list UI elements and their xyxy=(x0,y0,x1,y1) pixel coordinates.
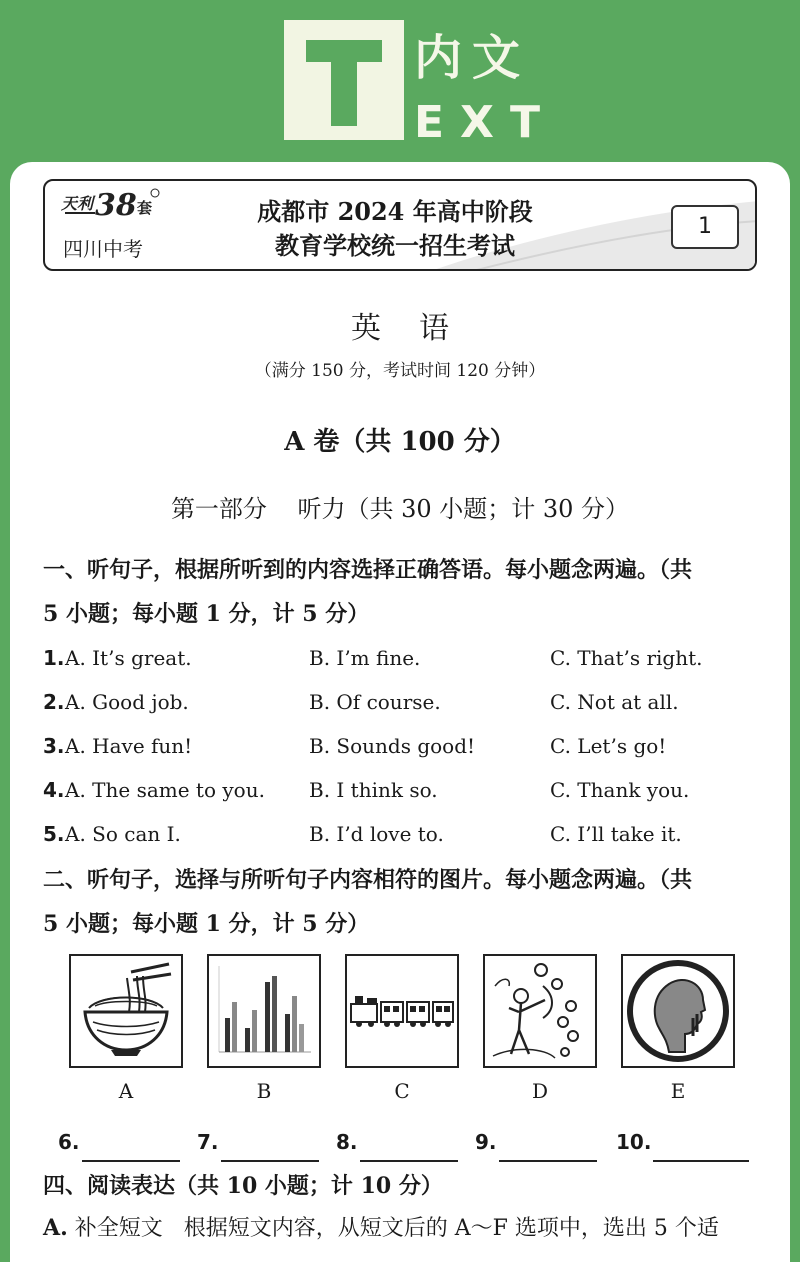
answer-blank[interactable] xyxy=(58,1122,180,1162)
silence-icon xyxy=(621,954,735,1068)
subject-title: 英语 xyxy=(351,311,487,346)
svg-text:套: 套 xyxy=(137,199,153,217)
option-c: C. I’ll take it. xyxy=(550,822,682,846)
blank-line[interactable] xyxy=(499,1134,597,1162)
svg-text:38: 38 xyxy=(95,188,137,223)
option-a: A. The same to you. xyxy=(65,778,265,802)
train-icon xyxy=(345,954,459,1068)
picture-label: D xyxy=(531,1079,549,1103)
option-b: B. I’d love to. xyxy=(309,822,444,846)
blank-number: 7. xyxy=(197,1130,219,1154)
t-letter-icon xyxy=(284,20,404,140)
blank-number: 10. xyxy=(616,1130,652,1154)
blank-line[interactable] xyxy=(82,1134,180,1162)
exam-title xyxy=(225,195,565,263)
banner-title-en: EXT xyxy=(414,97,556,148)
picture-label: E xyxy=(670,1079,686,1103)
option-b: B. Of course. xyxy=(309,690,441,714)
question-row xyxy=(43,768,763,812)
picture-label: C xyxy=(394,1079,410,1103)
blank-line[interactable] xyxy=(360,1134,458,1162)
section-a-intro xyxy=(43,1206,783,1251)
option-c: C. Let’s go! xyxy=(550,734,667,758)
question-number: 3. xyxy=(43,734,65,758)
section-a-label: A. xyxy=(43,1215,68,1241)
svg-text:天利: 天利 xyxy=(61,194,94,213)
part-name: 第一部分 xyxy=(170,495,267,523)
banner-title-cn: 内文 xyxy=(414,30,531,86)
question-row xyxy=(43,636,763,680)
question-row xyxy=(43,680,763,724)
exam-title-line2: 教育学校统一招生考试 xyxy=(275,231,515,260)
option-a: A. So can I. xyxy=(65,822,181,846)
score-note: （满分 150 分，考试时间 120 分钟） xyxy=(254,361,546,381)
brand-logo-icon xyxy=(61,187,161,223)
answer-blank[interactable] xyxy=(616,1122,749,1162)
option-a: A. Have fun! xyxy=(65,734,193,758)
t-letter-badge xyxy=(284,20,404,140)
answer-blank[interactable] xyxy=(197,1122,319,1162)
header-banner xyxy=(0,0,800,165)
blank-number: 8. xyxy=(336,1130,358,1154)
option-c: C. That’s right. xyxy=(550,646,703,670)
section-a-text: 根据短文内容，从短文后的 A～F 选项中，选出 5 个适 xyxy=(183,1216,719,1241)
section2-line2: 5 小题；每小题 1 分，计 5 分） xyxy=(43,911,370,937)
blank-line[interactable] xyxy=(221,1134,319,1162)
exam-paper xyxy=(10,162,790,1262)
question-number: 1. xyxy=(43,646,65,670)
section2-heading xyxy=(43,858,763,946)
section4-heading: 四、阅读表达（共 10 小题；计 10 分） xyxy=(43,1173,443,1199)
question-row xyxy=(43,724,763,768)
option-c: C. Thank you. xyxy=(550,778,690,802)
volume-title: A 卷（共 100 分） xyxy=(284,427,516,457)
answer-blank[interactable] xyxy=(475,1122,597,1162)
option-b: B. I think so. xyxy=(309,778,438,802)
archer-icon xyxy=(483,954,597,1068)
option-a: A. Good job. xyxy=(65,690,189,714)
picture-label: B xyxy=(256,1079,272,1103)
section1-heading xyxy=(43,548,763,636)
picture-label: A xyxy=(118,1079,134,1103)
exam-header-box xyxy=(43,179,757,271)
part-title: 听力（共 30 小题；计 30 分） xyxy=(297,495,630,523)
answer-blank[interactable] xyxy=(336,1122,458,1162)
part-heading xyxy=(10,492,790,526)
blank-number: 6. xyxy=(58,1130,80,1154)
paper-number: 1 xyxy=(671,205,739,249)
noodles-bowl-icon xyxy=(69,954,183,1068)
question-row xyxy=(43,812,763,856)
option-b: B. I’m fine. xyxy=(309,646,421,670)
bar-chart-icon xyxy=(207,954,321,1068)
blank-number: 9. xyxy=(475,1130,497,1154)
option-c: C. Not at all. xyxy=(550,690,679,714)
option-a: A. It’s great. xyxy=(65,646,192,670)
question-number: 5. xyxy=(43,822,65,846)
section2-line1: 二、听句子，选择与所听句子内容相符的图片。每小题念两遍。（共 xyxy=(43,867,693,893)
blank-line[interactable] xyxy=(653,1134,749,1162)
option-b: B. Sounds good! xyxy=(309,734,476,758)
question-number: 2. xyxy=(43,690,65,714)
section1-line2: 5 小题；每小题 1 分，计 5 分） xyxy=(43,601,370,627)
section-a-title: 补全短文 xyxy=(74,1216,163,1241)
section1-line1: 一、听句子，根据所听到的内容选择正确答语。每小题念两遍。（共 xyxy=(43,557,693,583)
question-number: 4. xyxy=(43,778,65,802)
exam-title-line1: 成都市 2024 年高中阶段 xyxy=(257,197,533,226)
region-label: 四川中考 xyxy=(63,237,143,261)
